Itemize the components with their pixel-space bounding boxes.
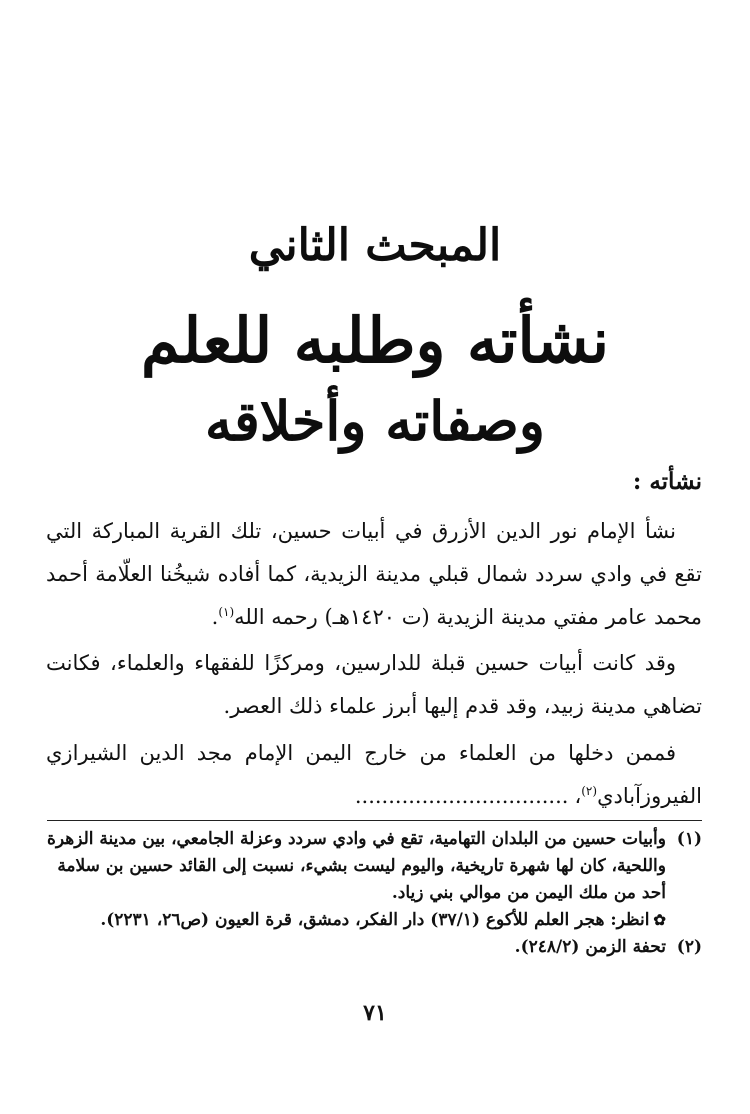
footnote-number: (٢) — [676, 937, 702, 957]
footnote-reference: (١) — [218, 605, 235, 619]
section-subtitle: وصفاته وأخلاقه — [205, 389, 545, 453]
body-paragraph — [46, 732, 702, 818]
subsection-heading: نشأته : — [632, 468, 702, 495]
footnote-2 — [46, 934, 702, 961]
paragraph-end: ، — [574, 784, 582, 808]
paragraph-text: فممن دخلها من العلماء من خارج اليمن الإمام مجد الدين الشيرازي الفيروزآبادي — [46, 741, 702, 808]
footnote-text: وأبيات حسين من البلدان التهامية، تقع في وادي سردد وعزلة الجامعي، بين مدينة الزهرة واللحية، كان لها شهرة تاريخية، واليوم ليست بشيء، نسبت إلى القائد حسين بن سلامة أحد من ملك اليمن من موالي بني زياد. — [46, 829, 666, 903]
flower-bullet-icon: ✿ — [653, 911, 666, 929]
paragraph-text: نشأ الإمام نور الدين الأزرق في أبيات حسين، تلك القرية المباركة التي تقع في وادي سردد شمال قبلي مدينة الزيدية، كما أفاده شيخُنا العلّامة أحمد محمد عامر مفتي مدينة الزيدية (ت ١٤٢٠هـ) رحمه الله — [46, 519, 702, 629]
paragraph-end: . — [211, 605, 219, 629]
footnote-reference: (٢) — [581, 784, 598, 798]
footnotes — [46, 826, 702, 961]
body-paragraph: وقد كانت أبيات حسين قبلة للدارسين، ومركزًا للفقهاء والعلماء، فكانت تضاهي مدينة زبيد، وقد قدم إليها أبرز علماء ذلك العصر. — [46, 651, 702, 718]
footnote-see-also — [46, 907, 702, 934]
footnote-text: تحفة الزمن (٢٤٨/٢). — [514, 937, 666, 957]
footnote-divider — [47, 820, 702, 821]
footnote-text: انظر: هجر العلم للأكوع (٣٧/١) دار الفكر، دمشق، قرة العيون (ص٢٦، ٢٢٣١). — [100, 910, 650, 930]
chapter-heading: المبحث الثاني — [248, 220, 502, 271]
body-paragraph — [46, 510, 702, 639]
footnote-number: (١) — [676, 829, 702, 849]
page-number: ٧١ — [363, 1000, 387, 1026]
section-title: نشأته وطلبه للعلم — [141, 304, 609, 377]
continuation-dots: ................................ — [354, 784, 569, 808]
footnote-1 — [46, 826, 702, 907]
